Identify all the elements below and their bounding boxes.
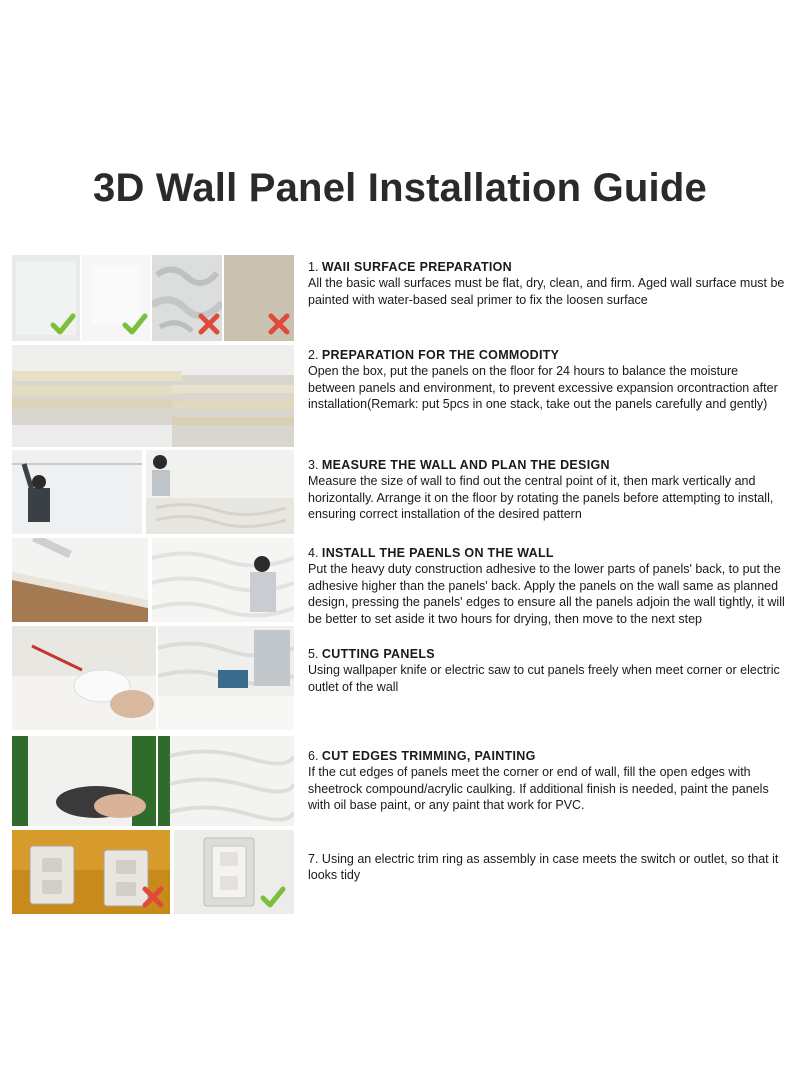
step-body: Open the box, put the panels on the floor for 24 hours to balance the moisture between panels and environment, to prevent excessive expansion orcontraction after installation(Remark: put 5pcs in one stack, take out the panels carefully and gently) bbox=[308, 364, 778, 412]
photo-press-panels bbox=[152, 538, 294, 622]
step-heading: PREPARATION FOR THE COMMODITY bbox=[321, 348, 560, 362]
step-4 bbox=[308, 545, 786, 627]
cross-icon bbox=[266, 311, 292, 337]
step-number: 5. bbox=[308, 647, 319, 661]
step-number: 4. bbox=[308, 546, 319, 560]
photo-caulk-edges bbox=[12, 736, 156, 826]
step-number: 6. bbox=[308, 749, 319, 763]
step-body: If the cut edges of panels meet the corner or end of wall, fill the open edges with sheetrock compound/acrylic caulking. If additional finish is needed, paint the panels with oil base paint, or any paint that work for PVC. bbox=[308, 765, 769, 813]
step-1 bbox=[308, 259, 786, 308]
check-icon bbox=[260, 884, 286, 910]
step-2 bbox=[308, 347, 786, 413]
check-icon bbox=[122, 311, 148, 337]
step-heading: MEASURE THE WALL AND PLAN THE DESIGN bbox=[321, 458, 610, 472]
step-heading: CUT EDGES TRIMMING, PAINTING bbox=[321, 749, 536, 763]
step-3 bbox=[308, 457, 786, 523]
cross-icon bbox=[196, 311, 222, 337]
photo-stacked-panels bbox=[12, 345, 294, 447]
step-number: 1. bbox=[308, 260, 319, 274]
step-number: 2. bbox=[308, 348, 319, 362]
step-5 bbox=[308, 646, 786, 695]
check-icon bbox=[50, 311, 76, 337]
step-heading: INSTALL THE PAENLS ON THE WALL bbox=[321, 546, 554, 560]
cross-icon bbox=[140, 884, 166, 910]
photo-measure-wall bbox=[12, 450, 142, 534]
page-title: 3D Wall Panel Installation Guide bbox=[93, 166, 707, 210]
step-6 bbox=[308, 748, 786, 814]
photo-knife-cut bbox=[12, 626, 156, 730]
step-7 bbox=[308, 851, 786, 884]
photo-apply-adhesive bbox=[12, 538, 148, 622]
photo-saw-cut bbox=[158, 626, 294, 730]
photo-paint-panels bbox=[158, 736, 294, 826]
photo-arrange-floor bbox=[146, 450, 294, 534]
step-body: Put the heavy duty construction adhesive to the lower parts of panels' back, to put the adhesive higher than the panels' back. Apply the panels on the wall same as planned design, pressing the panels' edges to ensure all the panels adjoin the wall tightly, it will be better to set aside it two hours for drying, then move to the next step bbox=[308, 562, 785, 626]
step-number: 3. bbox=[308, 458, 319, 472]
step-heading: WAII SURFACE PREPARATION bbox=[321, 260, 513, 274]
step-body: Using wallpaper knife or electric saw to cut panels freely when meet corner or electric outlet of the wall bbox=[308, 663, 780, 694]
step-heading: CUTTING PANELS bbox=[321, 647, 435, 661]
step-number: 7. bbox=[308, 852, 319, 866]
step-body: Measure the size of wall to find out the central point of it, then mark vertically and horizontally. Arrange it on the floor by rotating the panels before attempting to install, ensuring correct installation of the desired pattern bbox=[308, 474, 774, 522]
step-body: Using an electric trim ring as assembly in case meets the switch or outlet, so that it looks tidy bbox=[308, 852, 779, 883]
step-body: All the basic wall surfaces must be flat, dry, clean, and firm. Aged wall surface must be painted with water-based seal primer to fix the loosen surface bbox=[308, 276, 785, 307]
